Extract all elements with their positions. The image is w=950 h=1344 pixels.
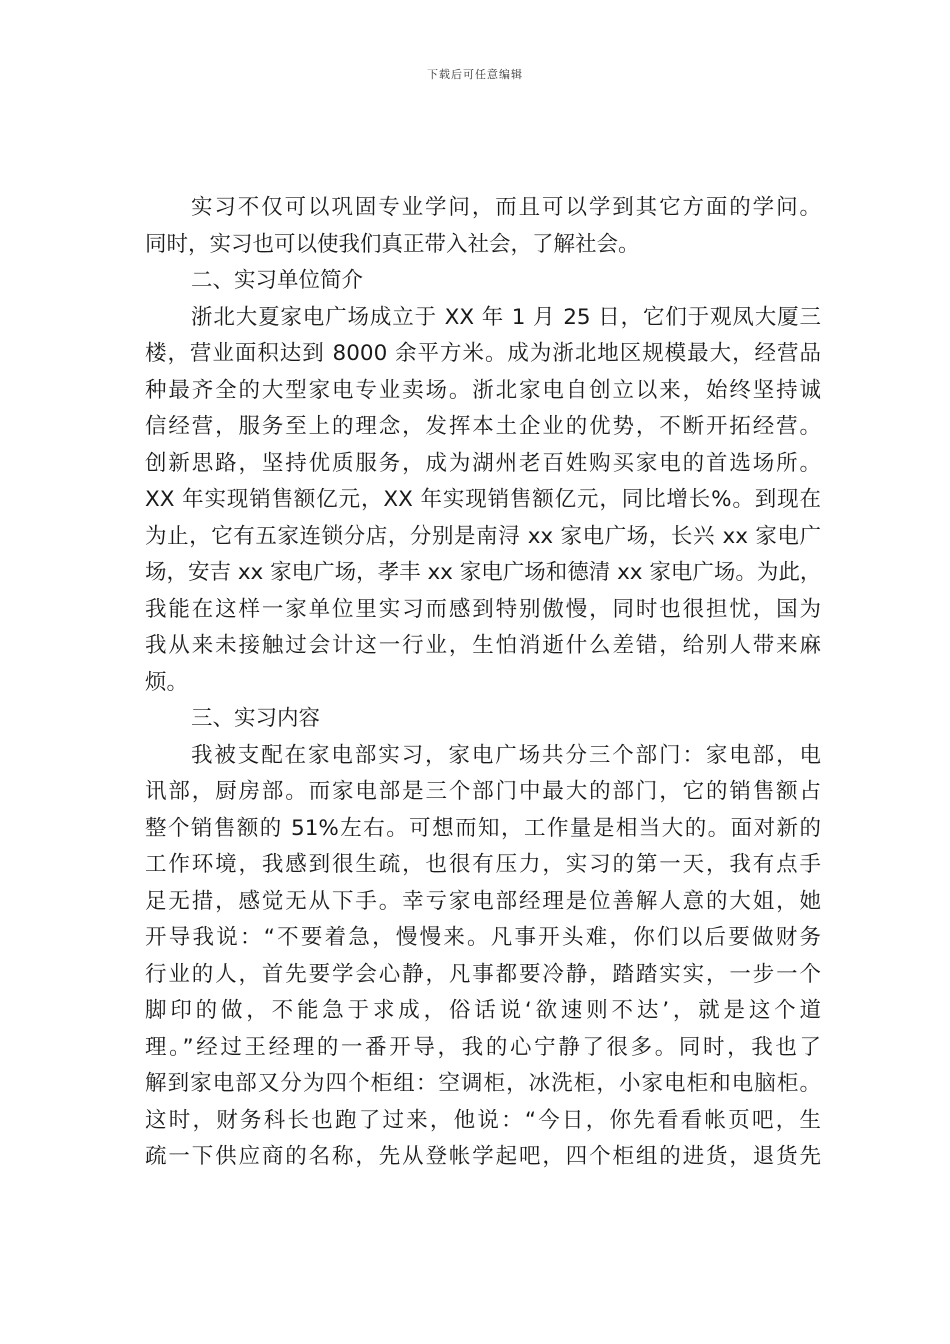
text-line: 开导我说：“不要着急，慢慢来。凡事开头难，你们以后要做财务 bbox=[145, 925, 821, 950]
text-line: 我从来未接触过会计这一行业，生怕消逝什么差错，给别人带来麻 bbox=[145, 633, 821, 658]
text-line: 理。”经过王经理的一番开导，我的心宁静了很多。同时，我也了 bbox=[145, 1034, 821, 1060]
text-line: 为止，它有五家连锁分店，分别是南浔 xx 家电广场，长兴 xx 家电广 bbox=[145, 523, 821, 549]
text-line: 行业的人，首先要学会心静，凡事都要冷静，踏踏实实，一步一个 bbox=[145, 961, 821, 987]
text-line: 浙北大夏家电广场成立于 XX 年 1 月 25 日，它们于观凤大厦三 bbox=[191, 304, 821, 330]
text-line: 工作环境，我感到很生疏，也很有压力，实习的第一天，我有点手 bbox=[145, 852, 821, 877]
text-line: XX 年实现销售额亿元，XX 年实现销售额亿元，同比增长%。到现在 bbox=[145, 487, 821, 512]
text-line: 信经营，服务至上的理念，发挥本土企业的优势，不断开拓经营。 bbox=[145, 414, 821, 439]
section-heading: 二、实习单位简介 bbox=[191, 268, 364, 293]
text-line: 种最齐全的大型家电专业卖场。浙北家电自创立以来，始终坚持诚 bbox=[145, 377, 821, 403]
text-line: 实习不仅可以巩固专业学问，而且可以学到其它方面的学问。 bbox=[191, 195, 821, 220]
text-line: 这时，财务科长也跑了过来，他说：“今日，你先看看帐页吧，生 bbox=[145, 1107, 821, 1133]
text-line: 我被支配在家电部实习，家电广场共分三个部门：家电部，电 bbox=[191, 742, 821, 768]
page-header: 下载后可任意编辑 bbox=[427, 68, 523, 81]
text-line: 整个销售额的 51%左右。可想而知，工作量是相当大的。面对新的 bbox=[145, 815, 821, 841]
text-line: 疏一下供应商的名称，先从登帐学起吧，四个柜组的进货，退货先 bbox=[145, 1144, 821, 1169]
text-line: 解到家电部又分为四个柜组：空调柜，冰洗柜，小家电柜和电脑柜。 bbox=[145, 1071, 821, 1096]
text-line: 同时，实习也可以使我们真正带入社会，了解社会。 bbox=[145, 231, 640, 257]
text-line: 讯部，厨房部。而家电部是三个部门中最大的部门，它的销售额占 bbox=[145, 779, 821, 804]
section-heading: 三、实习内容 bbox=[191, 706, 321, 731]
text-line: 创新思路，坚持优质服务，成为湖州老百姓购买家电的首选场所。 bbox=[145, 450, 821, 476]
text-line: 脚印的做，不能急于求成，俗话说‘欲速则不达’，就是这个道 bbox=[145, 998, 821, 1023]
text-line: 足无措，感觉无从下手。幸亏家电部经理是位善解人意的大姐，她 bbox=[145, 888, 821, 914]
text-line: 烦。 bbox=[145, 669, 189, 695]
document-body bbox=[145, 190, 821, 1176]
text-line: 场，安吉 xx 家电广场，孝丰 xx 家电广场和德清 xx 家电广场。为此， bbox=[145, 560, 822, 585]
text-line: 我能在这样一家单位里实习而感到特别傲慢，同时也很担忧，国为 bbox=[145, 596, 821, 622]
text-line: 楼，营业面积达到 8000 余平方米。成为浙北地区规模最大，经营品 bbox=[145, 341, 821, 366]
